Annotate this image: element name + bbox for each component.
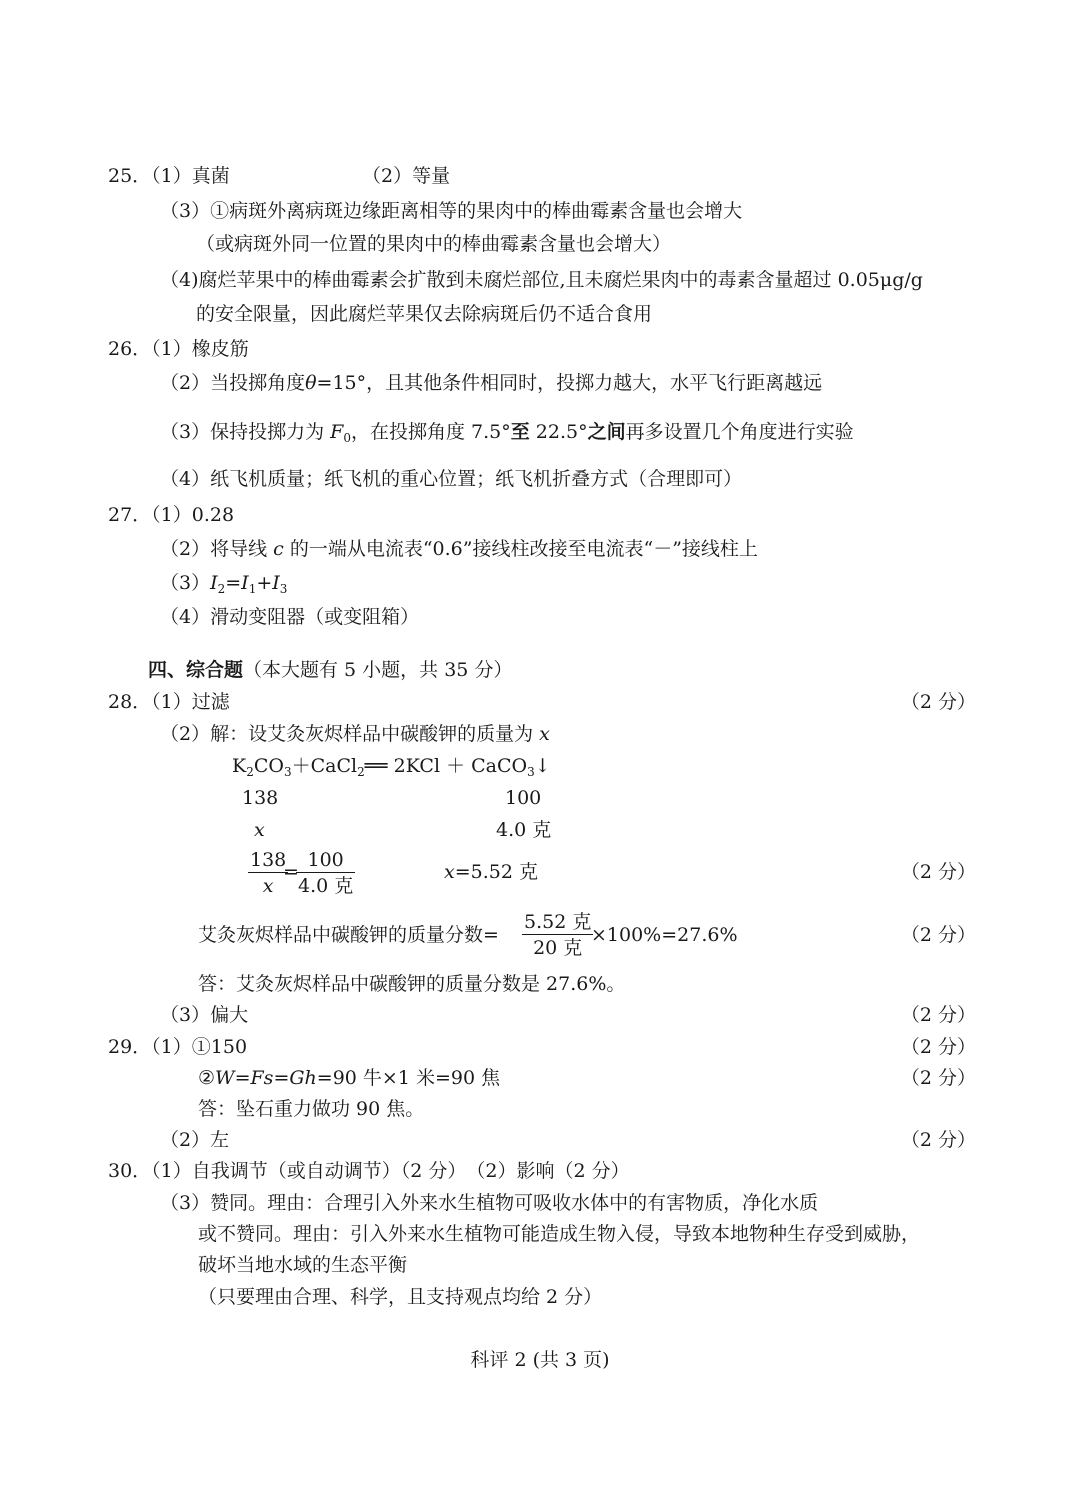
q25-line3: （或病斑外同一位置的果肉中的棒曲霉素含量也会增大） [196,233,672,255]
force-subscript: 0 [343,431,351,445]
q30-line4: 破坏当地水域的生态平衡 [198,1254,408,1276]
current-symbol: I [210,572,218,594]
eq-co: CO [253,755,284,777]
gravity-height-symbol: Gh [289,1067,317,1089]
mass-caco3: 4.0 克 [496,819,552,841]
q25-line5: 的安全限量，因此腐烂苹果仅去除病斑后仍不适合食用 [196,303,653,325]
q27-line2-text-a: （2）将导线 [160,538,274,560]
section-title: 四、综合题 [148,659,244,681]
work-symbol: W [215,1067,235,1089]
work-result: =90 牛×1 米=90 焦 [316,1067,501,1089]
q28-answer: 答：艾灸灰烬样品中碳酸钾的质量分数是 27.6%。 [198,973,626,995]
force-distance-symbol: Fs [250,1067,274,1089]
molar-mass-caco3: 100 [505,787,542,809]
eq-products: ══ 2KCl ＋ CaCO [364,755,528,777]
q27-line3 [160,571,287,595]
eq-sub-3: 3 [283,765,292,779]
q25-line1a: 25．（1）真菌 [108,165,230,187]
q26-line1: 26．（1）橡皮筋 [108,338,249,360]
q29-answer: 答：坠石重力做功 90 焦。 [198,1098,425,1120]
score-label: （2 分） [900,691,976,713]
score-label: （2 分） [900,1129,976,1151]
q29-line1: 29．（1）①150 [108,1036,248,1058]
fraction-denominator: 20 克 [533,937,583,959]
section-subtitle: （本大题有 5 小题，共 35 分） [243,659,513,681]
current-sub-3: 3 [279,582,288,596]
circled-2: ② [198,1067,216,1089]
precipitate-arrow-icon: ↓ [534,755,551,777]
q26-line3 [160,420,854,444]
q28-line1: 28．（1）过滤 [108,691,230,713]
force-symbol: F [330,421,344,443]
fraction-equals: = [283,861,299,883]
q26-line3-between: 之间 [587,421,626,443]
current-sub-1: 1 [248,582,257,596]
fraction-denominator: 4.0 克 [298,875,354,897]
variable-x: x [262,875,274,897]
fraction-numerator: 5.52 克 [524,911,592,933]
chemical-equation [232,754,551,778]
fraction-numerator: 100 [296,848,355,873]
x-result [444,860,538,884]
variable-x: x [254,819,265,841]
q30-line1: 30．（1）自我调节（或自动调节）（2 分） （2）影响（2 分） [108,1160,630,1182]
q26-line3-text-d: 22.5° [529,421,588,443]
score-label: （2 分） [900,1004,976,1026]
mass-fraction-result: ×100%=27.6% [591,924,738,946]
q30-line3: 或不赞同。理由：引入外来水生植物可能造成生物入侵，导致本地物种生存受到威胁， [198,1223,921,1245]
score-label: （2 分） [900,924,976,946]
q27-line1: 27．（1）0.28 [108,504,235,526]
theta-symbol: θ [305,372,317,394]
current-sub-2: 2 [217,582,226,596]
score-label: （2 分） [900,861,976,883]
equals-sign: = [273,1067,290,1089]
mass-fraction-label: 艾灸灰烬样品中碳酸钾的质量分数= [198,924,499,946]
equals-sign: = [234,1067,251,1089]
q30-line2: （3）赞同。理由：合理引入外来水生植物可吸收水体中的有害物质，净化水质 [160,1192,819,1214]
unknown-x [254,818,265,842]
q27-line2 [160,537,758,561]
molar-mass-k2co3: 138 [242,787,279,809]
q26-line4: （4）纸飞机质量；纸飞机的重心位置；纸飞机折叠方式（合理即可） [160,468,743,490]
score-label: （2 分） [900,1067,976,1089]
ratio-fraction-right [296,848,355,899]
q27-line4: （4）滑动变阻器（或变阻箱） [160,606,420,628]
q25-line1b: （2）等量 [362,165,451,187]
eq-sub-3b: 3 [527,765,535,779]
q30-line5: （只要理由合理、科学，且支持观点均给 2 分） [198,1286,603,1308]
q26-line2-text-b: =15°，且其他条件相同时，投掷力越大，水平飞行距离越远 [316,372,823,394]
q28-line2-text: （2）解：设艾灸灰烬样品中碳酸钾的质量为 [160,723,540,745]
q28-line2 [160,722,550,746]
q26-line3-text-a: （3）保持投掷力为 [160,421,331,443]
wire-c-symbol: c [273,538,284,560]
page-footer: 科评 2 (共 3 页) [470,1349,610,1371]
section-heading [148,658,512,682]
q27-line3-text-a: （3） [160,572,211,594]
q25-line2: （3）①病斑外离病斑边缘距离相等的果肉中的棒曲霉素含量也会增大 [160,200,743,222]
eq-sub-2b: 2 [357,765,365,779]
fraction-numerator: 138 [250,849,287,871]
current-symbol: I [272,572,280,594]
eq-k: K [232,755,247,777]
mass-fraction [522,910,593,961]
equals-sign: = [225,572,242,594]
x-result-value: =5.52 克 [454,861,538,883]
eq-cacl: ＋CaCl [291,755,358,777]
q26-line2 [160,371,822,395]
q28-line3: （3）偏大 [160,1004,249,1026]
eq-sub-2: 2 [246,765,254,779]
q27-line2-text-b: 的一端从电流表“0.6”接线柱改接至电流表“－”接线柱上 [283,538,758,560]
q29-line3: （2）左 [160,1129,230,1151]
q26-line2-text-a: （2）当投掷角度 [160,372,306,394]
q26-line3-to: 至 [510,421,530,443]
plus-sign: + [256,572,273,594]
q29-line2 [198,1066,500,1090]
q26-line3-text-g: 再多设置几个角度进行实验 [625,421,854,443]
q26-line3-text-b: ，在投掷角度 7.5° [350,421,511,443]
variable-x: x [444,861,455,883]
current-symbol: I [241,572,249,594]
score-label: （2 分） [900,1036,976,1058]
variable-x: x [539,723,550,745]
q25-line4: （4)腐烂苹果中的棒曲霉素会扩散到未腐烂部位,且未腐烂果肉中的毒素含量超过 0.05μg/g [160,269,923,291]
